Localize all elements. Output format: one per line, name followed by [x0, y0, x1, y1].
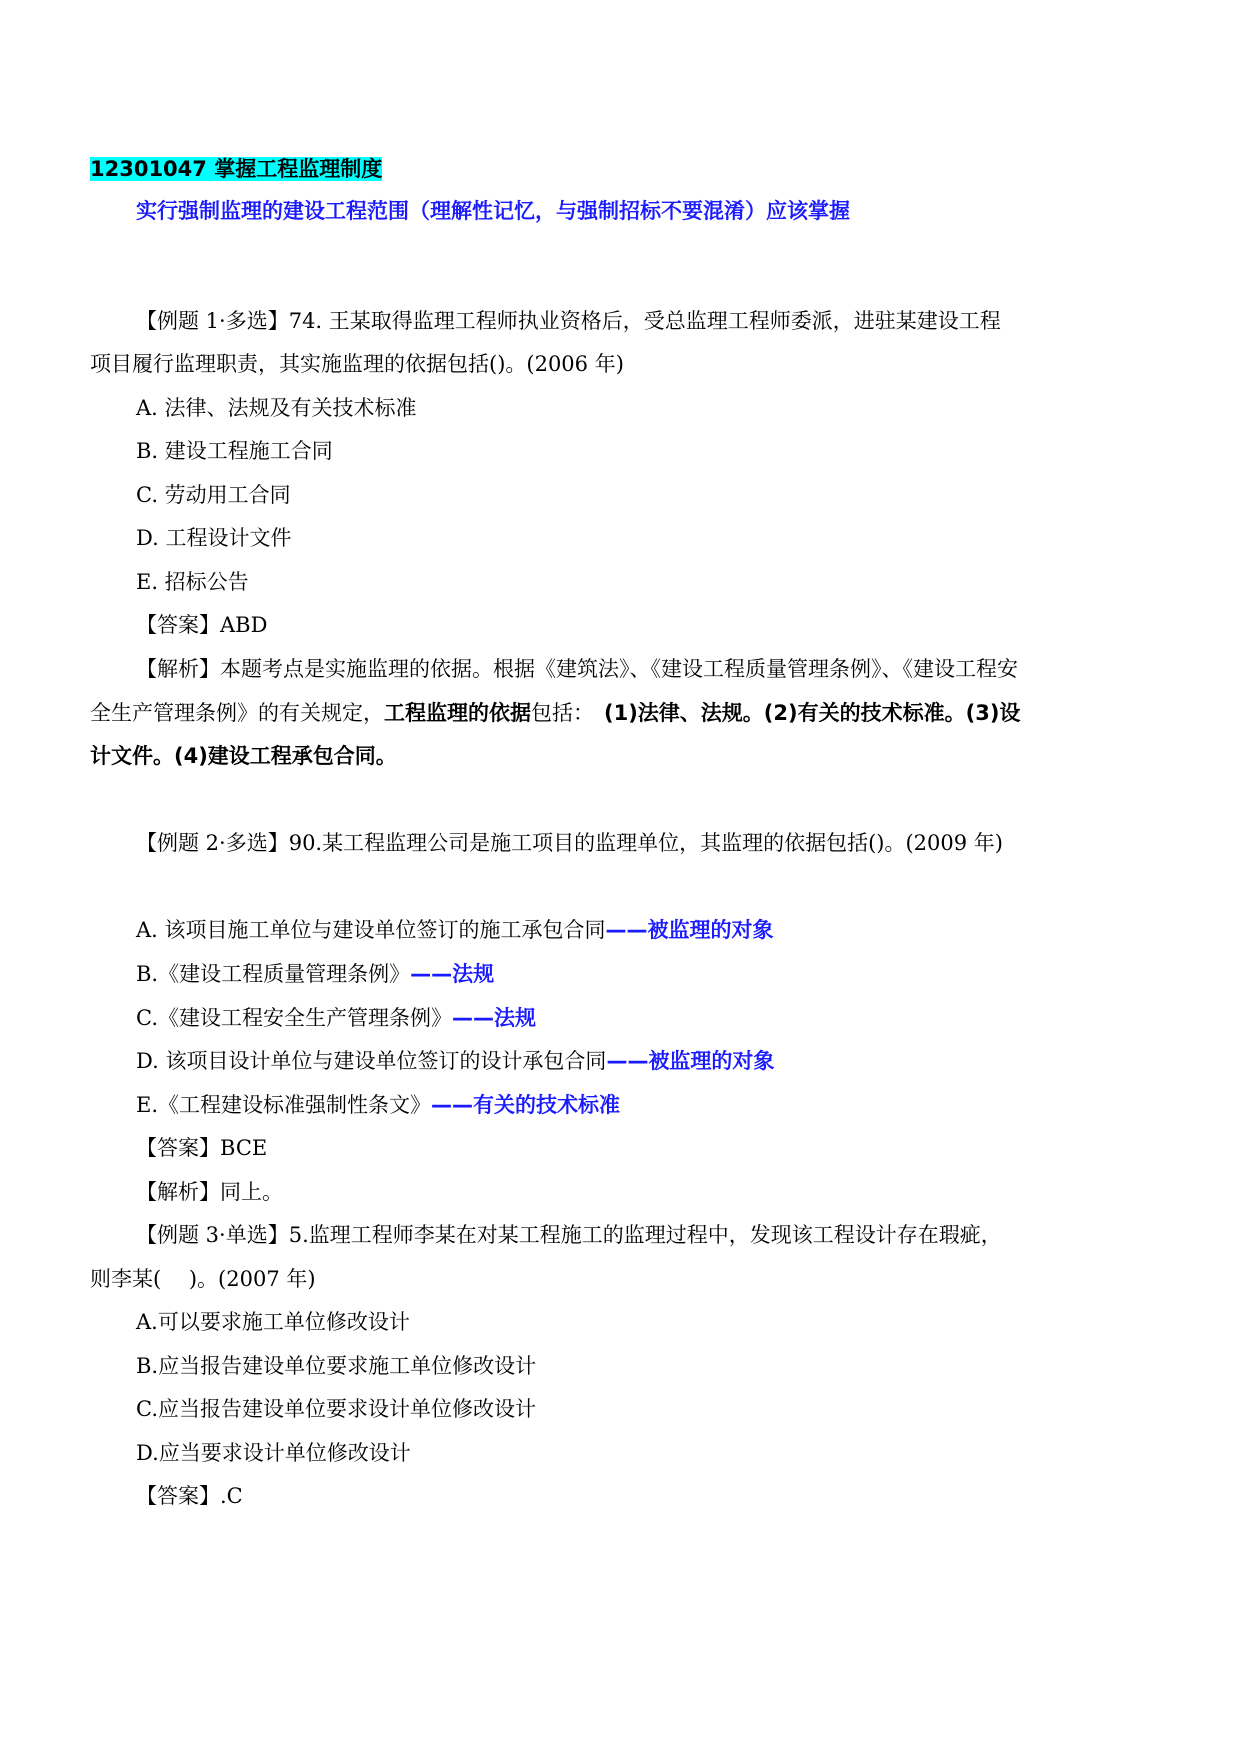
- q1-option-a: A. 法律、法规及有关技术标准: [136, 396, 417, 420]
- q3-option-c: C.应当报告建设单位要求设计单位修改设计: [136, 1397, 536, 1421]
- q1-analysis-line3: 计文件。(4)建设工程承包合同。: [90, 744, 397, 768]
- q3-stem-line2: 则李某( )。(2007 年): [90, 1267, 316, 1291]
- q1-analysis-bold-basis: 工程监理的依据: [384, 701, 531, 725]
- q1-stem-line2: 项目履行监理职责，其实施监理的依据包括()。(2006 年): [90, 352, 624, 376]
- q1-analysis-line1: 【解析】本题考点是实施监理的依据。根据《建筑法》、《建设工程质量管理条例》、《建设工程安: [136, 657, 1018, 681]
- section-subheading: 实行强制监理的建设工程范围（理解性记忆，与强制招标不要混淆）应该掌握: [136, 199, 850, 223]
- q2-option-b: [136, 959, 494, 989]
- q2-option-d: [136, 1046, 774, 1076]
- q1-analysis-plain2: 包括：: [531, 701, 594, 725]
- q1-option-d: D. 工程设计文件: [136, 526, 292, 550]
- q2-stem: 【例题 2·多选】90.某工程监理公司是施工项目的监理单位，其监理的依据包括()。(2009 年): [136, 831, 1003, 855]
- q1-option-e: E. 招标公告: [136, 570, 249, 594]
- q2-option-b-note: ——法规: [410, 962, 495, 986]
- q2-analysis: 【解析】同上。: [136, 1180, 283, 1204]
- q1-stem-line1: 【例题 1·多选】74. 王某取得监理工程师执业资格后，受总监理工程师委派，进驻某建设工程: [136, 309, 1001, 333]
- q2-option-c: [136, 1003, 536, 1033]
- q2-option-e-note: ——有关的技术标准: [431, 1093, 621, 1117]
- q3-option-d: D.应当要求设计单位修改设计: [136, 1441, 411, 1465]
- q2-answer: 【答案】BCE: [136, 1136, 268, 1160]
- section-heading-text: 12301047 掌握工程监理制度: [90, 157, 383, 181]
- q2-option-a-text: A. 该项目施工单位与建设单位签订的施工承包合同: [136, 918, 606, 942]
- q2-option-b-text: B.《建设工程质量管理条例》: [136, 962, 411, 986]
- q2-option-a-note: ——被监理的对象: [605, 918, 774, 942]
- q1-analysis-bold-list: (1)法律、法规。(2)有关的技术标准。(3)设: [604, 701, 1021, 725]
- q1-analysis-line2: [90, 698, 1020, 728]
- q2-option-e: [136, 1090, 620, 1120]
- q2-option-c-text: C.《建设工程安全生产管理条例》: [136, 1006, 452, 1030]
- q2-option-d-text: D. 该项目设计单位与建设单位签订的设计承包合同: [136, 1049, 607, 1073]
- q2-option-a: [136, 915, 774, 945]
- section-heading: [90, 154, 382, 184]
- q2-option-c-note: ——法规: [452, 1006, 536, 1030]
- q3-answer: 【答案】.C: [136, 1484, 243, 1508]
- q2-option-d-note: ——被监理的对象: [606, 1049, 775, 1073]
- q1-analysis-plain: 全生产管理条例》的有关规定，: [90, 701, 384, 725]
- q1-answer: 【答案】ABD: [136, 613, 268, 637]
- q3-option-a: A.可以要求施工单位修改设计: [136, 1310, 410, 1334]
- q2-option-e-text: E.《工程建设标准强制性条文》: [136, 1093, 432, 1117]
- q3-stem-line1: 【例题 3·单选】5.监理工程师李某在对某工程施工的监理过程中，发现该工程设计存在瑕疵，: [136, 1223, 1002, 1247]
- q1-option-b: B. 建设工程施工合同: [136, 439, 333, 463]
- q3-option-b: B.应当报告建设单位要求施工单位修改设计: [136, 1354, 537, 1378]
- q1-option-c: C. 劳动用工合同: [136, 483, 291, 507]
